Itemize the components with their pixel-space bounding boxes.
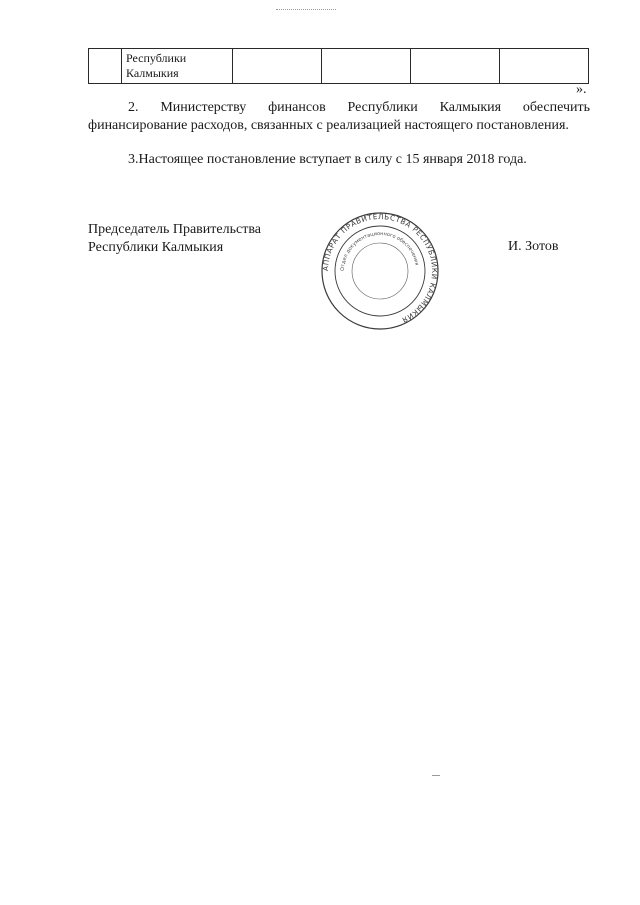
table-cell-region: Республики Калмыкия [122, 49, 233, 84]
signatory-title-line2: Республики Калмыкия [88, 240, 224, 255]
official-seal-stamp [320, 211, 440, 331]
paragraph-2: 2. Министерству финансов Республики Калмыкия обеспечить финансирование расходов, связанных с реализацией настоящего постановления. [88, 100, 590, 133]
stray-mark [432, 775, 440, 776]
paragraph-3: 3.Настоящее постановление вступает в силу с 15 января 2018 года. [128, 152, 527, 167]
table-row [89, 49, 589, 84]
seal-inner-text: Отдел документационного обеспечения [339, 230, 420, 272]
seal-outer-text: АППАРАТ ПРАВИТЕЛЬСТВА РЕСПУБЛИКИ КАЛМЫКИЯ [320, 211, 440, 325]
closing-quote: ». [576, 82, 587, 97]
table-cell-empty [89, 49, 122, 84]
top-page-mark [276, 9, 336, 14]
table-cell-empty [500, 49, 589, 84]
table-cell-empty [322, 49, 411, 84]
svg-text:АППАРАТ ПРАВИТЕЛЬСТВА РЕСПУБЛИ [321, 212, 439, 325]
signatory-title-line1: Председатель Правительства [88, 222, 261, 237]
table-fragment [88, 48, 589, 84]
signatory-name: И. Зотов [508, 239, 559, 254]
signatory-title [88, 221, 261, 257]
table-cell-empty [233, 49, 322, 84]
table-cell-empty [411, 49, 500, 84]
